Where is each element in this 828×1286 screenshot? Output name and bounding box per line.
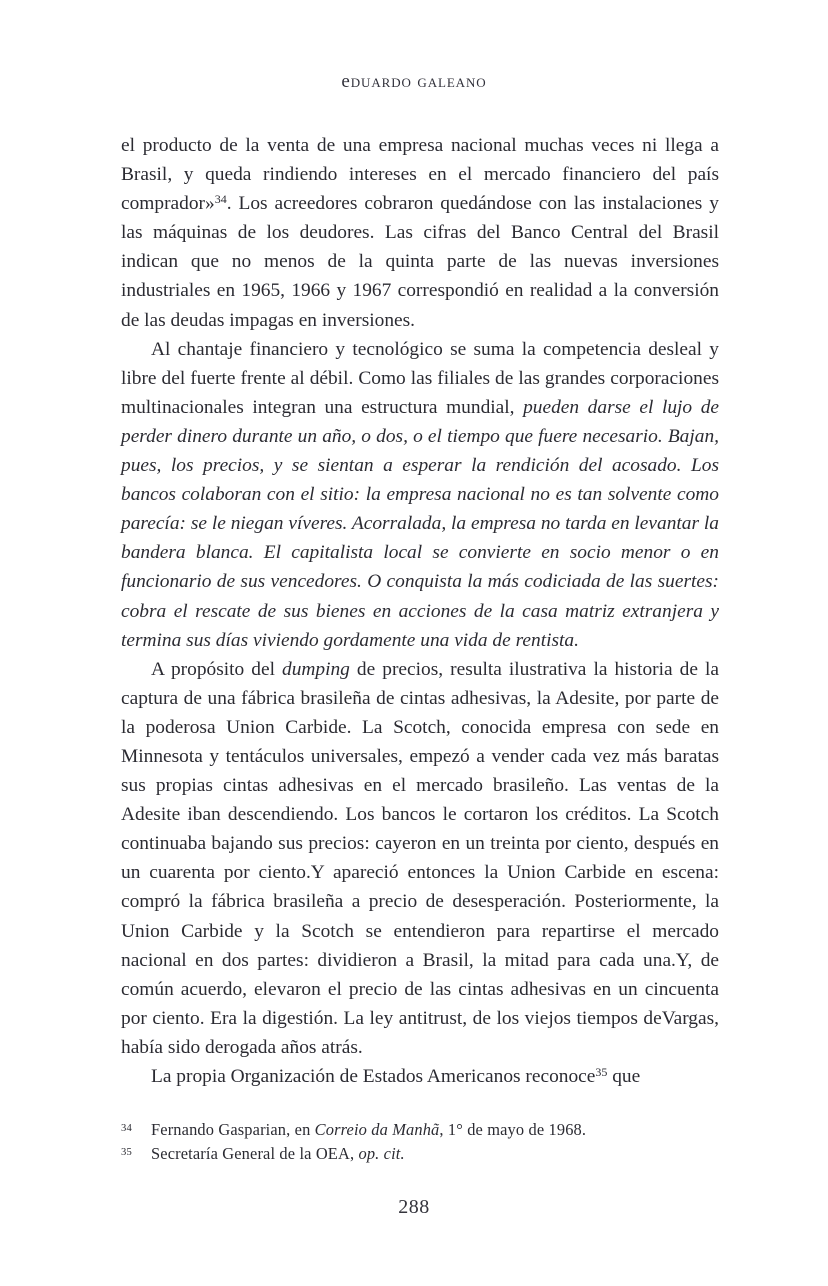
footnote-marker: 34 xyxy=(121,1123,132,1134)
text-run: el producto de la venta de una empresa nacional muchas veces ni llega a Brasil, y queda rindiendo intereses en el mercado financiero del país comprador» xyxy=(121,135,719,215)
text-run: op. cit. xyxy=(358,1144,405,1163)
footnote-marker: 35 xyxy=(121,1147,132,1158)
paragraph xyxy=(121,1062,719,1091)
text-run: A propósito del xyxy=(151,658,282,680)
text-run: Correio da Manhã xyxy=(314,1120,440,1139)
text-run: Fernando Gasparian, en xyxy=(151,1120,315,1139)
text-run: Al chantaje financiero y tecnológico se suma la competencia desleal y libre del fuerte frente al débil. Como las filiales de las grandes corporaciones multinacionales integran una estructura mundial, xyxy=(121,338,719,418)
text-run: de precios, resulta ilustrativa la historia de la captura de una fábrica brasileña de cintas adhesivas, la Adesite, por parte de la poderosa Union Carbide. La Scotch, conocida empresa con sede en Minnesota y tentáculos universales, empezó a vender cada vez más baratas sus propias cintas adhesivas en el mercado brasileño. Las ventas de la Adesite iban descendiendo. Los bancos le cortaron los créditos. La Scotch continuaba bajando sus precios: cayeron en un treinta por ciento, después en un cuarenta por ciento.Y apareció entonces la Union Carbide en escena: compró la fábrica brasileña a precio de desesperación. Posteriormente, la Union Carbide y la Scotch se entendieron para repartirse el mercado nacional en dos partes: dividieron a Brasil, la mitad para cada una.Y, de común acuerdo, elevaron el precio de las cintas adhesivas en un cincuenta por ciento. Era la digestión. La ley antitrust, de los viejos tiempos deVargas, había sido derogada años atrás. xyxy=(121,658,720,1058)
footnote-item xyxy=(121,1118,719,1142)
text-run: . Los acreedores cobraron quedándose con las instalaciones y las máquinas de los deudores. Las cifras del Banco Central del Brasil indican que no menos de la quinta parte de las nuevas inversiones industriales en 1965, 1966 y 1967 correspondió en realidad a la conversión de las deudas impagas en inversiones. xyxy=(121,193,719,331)
paragraph xyxy=(121,131,719,335)
footnote-item xyxy=(121,1142,719,1166)
page-number: 288 xyxy=(398,1196,430,1218)
text-run: pueden darse el lujo de perder dinero durante un año, o dos, o el tiempo que fuere necesario. Bajan, pues, los precios, y se sientan a esperar la rendición del acosado. Los bancos colaboran con el sitio: la empresa nacional no es tan solvente como parecía: se le niegan víveres. Acorralada, la empresa no tarda en levantar la bandera blanca. El capitalista local se convierte en socio menor o en funcionario de sus vencedores. O conquista la más codiciada de las suertes: cobra el rescate de sus bienes en acciones de la casa matriz extranjera y termina sus días viviendo gordamente una vida de rentista. xyxy=(121,396,719,651)
footnote-text xyxy=(151,1120,586,1139)
text-run: La propia Organización de Estados Americanos reconoce xyxy=(151,1066,596,1087)
running-head: eduardo galeano xyxy=(341,71,487,92)
text-run: Secretaría General de la OEA, xyxy=(151,1144,359,1163)
text-run: dumping xyxy=(282,658,350,680)
footnote-block xyxy=(121,1118,719,1166)
text-run: que xyxy=(607,1066,641,1087)
footnote-reference: 34 xyxy=(214,192,227,207)
footnote-text xyxy=(151,1144,405,1163)
text-run: , 1° de mayo de 1968. xyxy=(439,1120,587,1139)
body-text-block xyxy=(121,131,719,1091)
paragraph xyxy=(121,655,719,1062)
footnote-reference: 35 xyxy=(595,1065,608,1080)
paragraph xyxy=(121,335,719,655)
